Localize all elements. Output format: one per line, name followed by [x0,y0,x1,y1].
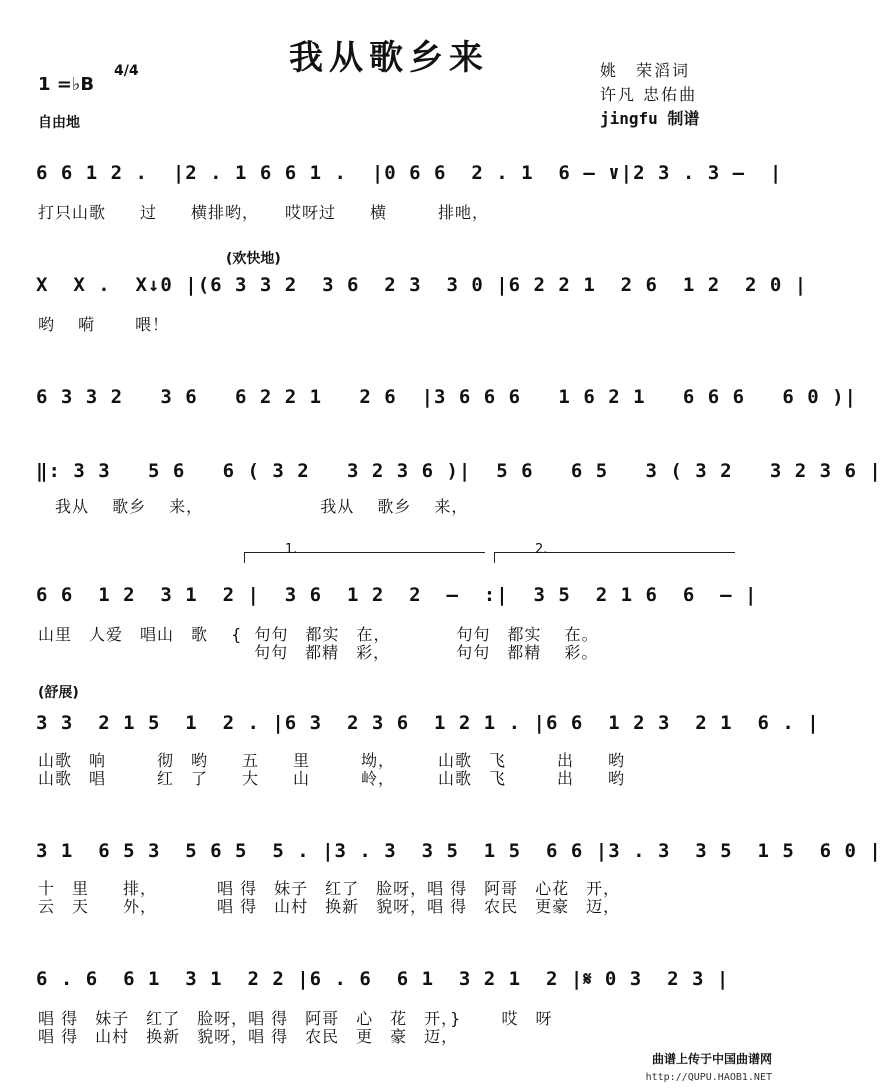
tempo-stretch: (舒展) [38,685,79,701]
lyric-line-6b: 山歌 唱 红 了 大 山 岭， 山歌 飞 出 哟 [38,769,626,788]
tempo-free: 自由地 [38,115,80,131]
notation-line-1: 6 6 1 2 . |2 . 1 6 6 1 . |0 6 6 2 . 1 6 – ∨|2 3 . 3 – | [36,162,783,184]
lyric-line-5a: 山里 人爱 唱山 歌 { 句句 都实 在， 句句 都实 在。 [38,625,599,644]
notation-line-6: 3 3 2 1 5 1 2 . |6 3 2 3 6 1 2 1 . |6 6 1 2 3 2 1 6 . | [36,712,820,734]
notation-line-8: 6 . 6 6 1 3 1 2 2 |6 . 6 6 1 3 2 1 2 |𝄋 0 3 2 3 | [36,968,730,990]
volta-first-label: 1. [285,542,298,557]
time-signature-value: 4/4 [114,63,139,79]
time-signature [114,63,139,79]
notation-line-4: ‖: 3 3 5 6 6 ( 3 2 3 2 3 6 )| 5 6 6 5 3 ( 3 2 3 2 3 6 | [36,460,882,482]
lyric-line-8a: 唱 得 妹子 红了 脸呀，唱 得 阿哥 心 花 开，} 哎 呀 [38,1009,553,1028]
volta-second [494,542,735,563]
lyricist-credit: 姚 荣滔词 [600,61,691,80]
notation-line-7: 3 1 6 5 3 5 6 5 5 . |3 . 3 3 5 1 5 6 6 |3 . 3 3 5 1 5 6 0 | [36,840,882,862]
lyric-line-4: 我从 歌乡 来， 我从 歌乡 来， [38,497,469,516]
lyric-line-7b: 云 天 外， 唱 得 山村 换新 貌呀，唱 得 农民 更豪 迈， [38,897,621,916]
key-signature: 1 =♭B [38,74,95,95]
lyric-line-8b: 唱 得 山村 换新 貌呀，唱 得 农民 更 豪 迈， [38,1027,459,1046]
notation-line-2: X X . X↓0 |(6 3 3 2 3 6 2 3 3 0 |6 2 2 1 2 6 1 2 2 0 | [36,274,808,296]
volta-first [244,542,485,563]
notation-line-3: 6 3 3 2 3 6 6 2 2 1 2 6 |3 6 6 6 1 6 2 1 6 6 6 6 0 )| [36,386,857,408]
lyric-line-1: 打只山歌 过 横排哟， 哎呀过 横 排吔， [38,203,490,222]
notation-line-5: 6 6 1 2 3 1 2 | 3 6 1 2 2 – :| 3 5 2 1 6 6 – | [36,584,758,606]
composer-credit: 许凡 忠佑曲 [600,85,698,104]
lyric-line-7a: 十 里 排， 唱 得 妹子 红了 脸呀，唱 得 阿哥 心花 开， [38,879,621,898]
lyric-line-5b: 句句 都精 彩， 句句 都精 彩。 [38,643,599,662]
footer-site-name: 曲谱上传于中国曲谱网 [651,1052,772,1066]
song-title: 我从歌乡来 [289,38,489,78]
footer-url: http://QUPU.HAOB1.NET [645,1072,772,1083]
volta-second-label: 2. [535,542,548,557]
transcriber-credit: jingfu 制谱 [600,109,700,128]
lyric-line-2: 哟 嗬 喂！ [38,315,170,334]
lyric-line-6a: 山歌 响 彻 哟 五 里 坳， 山歌 飞 出 哟 [38,751,626,770]
tempo-lively: (欢快地) [226,251,281,267]
